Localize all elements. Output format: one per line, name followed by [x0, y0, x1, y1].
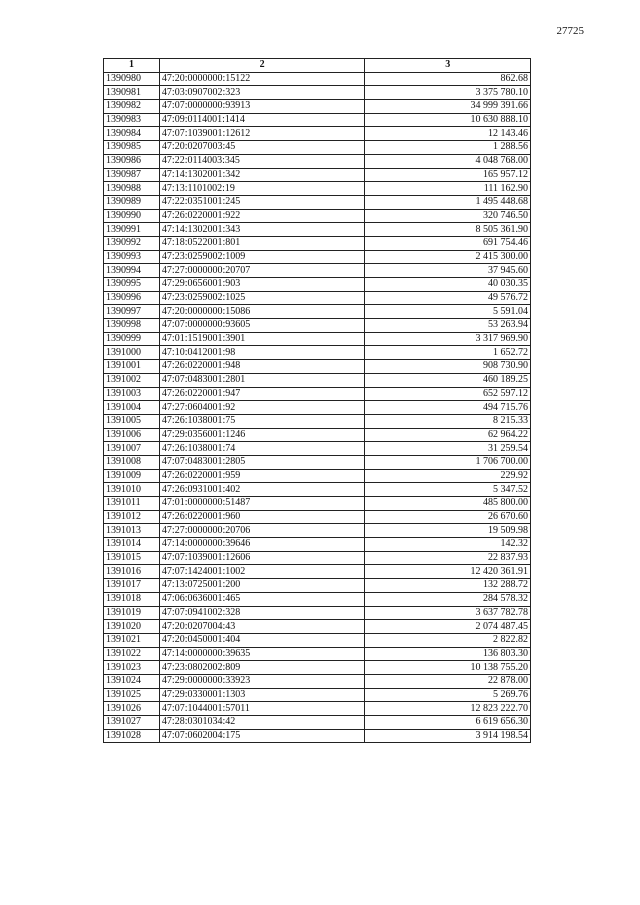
cadastral-number-cell: 47:23:0802002:809 — [159, 661, 365, 675]
value-cell: 10 630 888.10 — [365, 113, 531, 127]
cadastral-number-cell: 47:07:1039001:12612 — [159, 127, 365, 141]
value-cell: 3 317 969.90 — [365, 332, 531, 346]
table-row — [104, 729, 531, 743]
value-cell: 53 263.94 — [365, 319, 531, 333]
cadastral-number-cell: 47:01:1519001:3901 — [159, 332, 365, 346]
table-row — [104, 346, 531, 360]
row-id-cell: 1390981 — [104, 86, 160, 100]
row-id-cell: 1391024 — [104, 674, 160, 688]
value-cell: 40 030.35 — [365, 278, 531, 292]
table-row — [104, 86, 531, 100]
row-id-cell: 1390997 — [104, 305, 160, 319]
table-row — [104, 154, 531, 168]
row-id-cell: 1391011 — [104, 497, 160, 511]
value-cell: 34 999 391.66 — [365, 100, 531, 114]
value-cell: 132 288.72 — [365, 579, 531, 593]
table-row — [104, 387, 531, 401]
table-row — [104, 661, 531, 675]
data-table — [103, 58, 531, 743]
table-row — [104, 264, 531, 278]
table-row — [104, 305, 531, 319]
row-id-cell: 1390989 — [104, 195, 160, 209]
row-id-cell: 1391026 — [104, 702, 160, 716]
table-row — [104, 716, 531, 730]
header-row — [104, 59, 531, 73]
page-number: 27725 — [556, 25, 584, 37]
cadastral-number-cell: 47:07:0941002:328 — [159, 606, 365, 620]
value-cell: 12 823 222.70 — [365, 702, 531, 716]
value-cell: 485 800.00 — [365, 497, 531, 511]
value-cell: 37 945.60 — [365, 264, 531, 278]
table-row — [104, 524, 531, 538]
value-cell: 19 509.98 — [365, 524, 531, 538]
row-id-cell: 1390995 — [104, 278, 160, 292]
cadastral-number-cell: 47:27:0604001:92 — [159, 401, 365, 415]
cadastral-number-cell: 47:27:0000000:20707 — [159, 264, 365, 278]
value-cell: 1 288.56 — [365, 141, 531, 155]
cadastral-number-cell: 47:07:0483001:2805 — [159, 455, 365, 469]
row-id-cell: 1391020 — [104, 620, 160, 634]
value-cell: 494 715.76 — [365, 401, 531, 415]
cadastral-number-cell: 47:07:1039001:12606 — [159, 551, 365, 565]
value-cell: 5 269.76 — [365, 688, 531, 702]
table-row — [104, 633, 531, 647]
table-row — [104, 72, 531, 86]
cadastral-number-cell: 47:18:0522001:801 — [159, 236, 365, 250]
table-row — [104, 360, 531, 374]
cadastral-number-cell: 47:27:0000000:20706 — [159, 524, 365, 538]
row-id-cell: 1390988 — [104, 182, 160, 196]
cadastral-number-cell: 47:09:0114001:1414 — [159, 113, 365, 127]
table-row — [104, 510, 531, 524]
row-id-cell: 1391014 — [104, 538, 160, 552]
table-row — [104, 373, 531, 387]
value-cell: 111 162.90 — [365, 182, 531, 196]
value-cell: 3 637 782.78 — [365, 606, 531, 620]
table-row — [104, 620, 531, 634]
table-row — [104, 195, 531, 209]
value-cell: 2 415 300.00 — [365, 250, 531, 264]
row-id-cell: 1390986 — [104, 154, 160, 168]
cadastral-number-cell: 47:20:0000000:15122 — [159, 72, 365, 86]
table-row — [104, 223, 531, 237]
value-cell: 691 754.46 — [365, 236, 531, 250]
value-cell: 12 143.46 — [365, 127, 531, 141]
row-id-cell: 1390980 — [104, 72, 160, 86]
cadastral-number-cell: 47:07:1044001:57011 — [159, 702, 365, 716]
table-row — [104, 579, 531, 593]
table-header — [104, 59, 531, 73]
cadastral-number-cell: 47:07:0483001:2801 — [159, 373, 365, 387]
cadastral-number-cell: 47:07:0000000:93605 — [159, 319, 365, 333]
cadastral-number-cell: 47:23:0259002:1009 — [159, 250, 365, 264]
value-cell: 1 495 448.68 — [365, 195, 531, 209]
value-cell: 22 878.00 — [365, 674, 531, 688]
cadastral-number-cell: 47:29:0356001:1246 — [159, 428, 365, 442]
row-id-cell: 1391019 — [104, 606, 160, 620]
cadastral-number-cell: 47:26:0220001:948 — [159, 360, 365, 374]
table-body — [104, 72, 531, 743]
cadastral-number-cell: 47:13:0725001:200 — [159, 579, 365, 593]
value-cell: 49 576.72 — [365, 291, 531, 305]
table-row — [104, 702, 531, 716]
table-row — [104, 592, 531, 606]
row-id-cell: 1391022 — [104, 647, 160, 661]
row-id-cell: 1390990 — [104, 209, 160, 223]
row-id-cell: 1391007 — [104, 442, 160, 456]
table-row — [104, 168, 531, 182]
row-id-cell: 1391028 — [104, 729, 160, 743]
table-row — [104, 497, 531, 511]
row-id-cell: 1390983 — [104, 113, 160, 127]
value-cell: 284 578.32 — [365, 592, 531, 606]
value-cell: 5 591.04 — [365, 305, 531, 319]
cadastral-number-cell: 47:26:0931001:402 — [159, 483, 365, 497]
row-id-cell: 1390994 — [104, 264, 160, 278]
row-id-cell: 1390987 — [104, 168, 160, 182]
cadastral-number-cell: 47:03:0907002:323 — [159, 86, 365, 100]
cadastral-number-cell: 47:20:0000000:15086 — [159, 305, 365, 319]
column-header-1: 1 — [104, 59, 160, 73]
column-header-2: 2 — [159, 59, 365, 73]
cadastral-number-cell: 47:13:1101002:19 — [159, 182, 365, 196]
cadastral-number-cell: 47:20:0207004:43 — [159, 620, 365, 634]
row-id-cell: 1391008 — [104, 455, 160, 469]
value-cell: 8 505 361.90 — [365, 223, 531, 237]
row-id-cell: 1391006 — [104, 428, 160, 442]
cadastral-number-cell: 47:14:0000000:39646 — [159, 538, 365, 552]
value-cell: 3 375 780.10 — [365, 86, 531, 100]
table-row — [104, 674, 531, 688]
cadastral-number-cell: 47:07:0000000:93913 — [159, 100, 365, 114]
cadastral-number-cell: 47:14:0000000:39635 — [159, 647, 365, 661]
value-cell: 136 803.30 — [365, 647, 531, 661]
cadastral-number-cell: 47:26:0220001:959 — [159, 469, 365, 483]
row-id-cell: 1390996 — [104, 291, 160, 305]
value-cell: 26 670.60 — [365, 510, 531, 524]
row-id-cell: 1391018 — [104, 592, 160, 606]
column-header-3: 3 — [365, 59, 531, 73]
row-id-cell: 1391016 — [104, 565, 160, 579]
row-id-cell: 1391025 — [104, 688, 160, 702]
row-id-cell: 1391000 — [104, 346, 160, 360]
row-id-cell: 1391001 — [104, 360, 160, 374]
cadastral-number-cell: 47:23:0259002:1025 — [159, 291, 365, 305]
value-cell: 8 215.33 — [365, 414, 531, 428]
table-row — [104, 278, 531, 292]
value-cell: 165 957.12 — [365, 168, 531, 182]
table-row — [104, 606, 531, 620]
value-cell: 3 914 198.54 — [365, 729, 531, 743]
row-id-cell: 1390993 — [104, 250, 160, 264]
row-id-cell: 1391017 — [104, 579, 160, 593]
table-row — [104, 236, 531, 250]
value-cell: 12 420 361.91 — [365, 565, 531, 579]
row-id-cell: 1391009 — [104, 469, 160, 483]
cadastral-number-cell: 47:14:1302001:343 — [159, 223, 365, 237]
value-cell: 229.92 — [365, 469, 531, 483]
table-row — [104, 182, 531, 196]
value-cell: 320 746.50 — [365, 209, 531, 223]
cadastral-number-cell: 47:01:0000000:51487 — [159, 497, 365, 511]
cadastral-number-cell: 47:22:0351001:245 — [159, 195, 365, 209]
table-row — [104, 319, 531, 333]
cadastral-number-cell: 47:29:0656001:903 — [159, 278, 365, 292]
table-row — [104, 113, 531, 127]
cadastral-number-cell: 47:10:0412001:98 — [159, 346, 365, 360]
cadastral-number-cell: 47:14:1302001:342 — [159, 168, 365, 182]
table-row — [104, 414, 531, 428]
row-id-cell: 1391023 — [104, 661, 160, 675]
table-row — [104, 127, 531, 141]
value-cell: 31 259.54 — [365, 442, 531, 456]
value-cell: 10 138 755.20 — [365, 661, 531, 675]
cadastral-number-cell: 47:29:0330001:1303 — [159, 688, 365, 702]
row-id-cell: 1391015 — [104, 551, 160, 565]
value-cell: 5 347.52 — [365, 483, 531, 497]
cadastral-number-cell: 47:28:0301034:42 — [159, 716, 365, 730]
row-id-cell: 1391010 — [104, 483, 160, 497]
value-cell: 22 837.93 — [365, 551, 531, 565]
table-row — [104, 250, 531, 264]
cadastral-number-cell: 47:26:1038001:74 — [159, 442, 365, 456]
table-row — [104, 647, 531, 661]
value-cell: 2 074 487.45 — [365, 620, 531, 634]
table-row — [104, 688, 531, 702]
row-id-cell: 1391012 — [104, 510, 160, 524]
table-row — [104, 483, 531, 497]
row-id-cell: 1390998 — [104, 319, 160, 333]
row-id-cell: 1391021 — [104, 633, 160, 647]
row-id-cell: 1390999 — [104, 332, 160, 346]
table-row — [104, 565, 531, 579]
row-id-cell: 1390982 — [104, 100, 160, 114]
row-id-cell: 1390984 — [104, 127, 160, 141]
row-id-cell: 1391027 — [104, 716, 160, 730]
row-id-cell: 1391002 — [104, 373, 160, 387]
value-cell: 1 652.72 — [365, 346, 531, 360]
table-row — [104, 455, 531, 469]
cadastral-number-cell: 47:26:0220001:960 — [159, 510, 365, 524]
value-cell: 460 189.25 — [365, 373, 531, 387]
value-cell: 142.32 — [365, 538, 531, 552]
value-cell: 62 964.22 — [365, 428, 531, 442]
row-id-cell: 1390991 — [104, 223, 160, 237]
row-id-cell: 1391013 — [104, 524, 160, 538]
table-row — [104, 401, 531, 415]
cadastral-number-cell: 47:26:0220001:922 — [159, 209, 365, 223]
cadastral-number-cell: 47:29:0000000:33923 — [159, 674, 365, 688]
row-id-cell: 1391004 — [104, 401, 160, 415]
value-cell: 908 730.90 — [365, 360, 531, 374]
table-row — [104, 209, 531, 223]
value-cell: 862.68 — [365, 72, 531, 86]
value-cell: 652 597.12 — [365, 387, 531, 401]
cadastral-number-cell: 47:26:1038001:75 — [159, 414, 365, 428]
value-cell: 2 822.82 — [365, 633, 531, 647]
table-row — [104, 551, 531, 565]
table-row — [104, 538, 531, 552]
table-row — [104, 100, 531, 114]
table-row — [104, 141, 531, 155]
table-row — [104, 332, 531, 346]
row-id-cell: 1391003 — [104, 387, 160, 401]
cadastral-number-cell: 47:20:0450001:404 — [159, 633, 365, 647]
cadastral-number-cell: 47:26:0220001:947 — [159, 387, 365, 401]
row-id-cell: 1390985 — [104, 141, 160, 155]
row-id-cell: 1390992 — [104, 236, 160, 250]
value-cell: 6 619 656.30 — [365, 716, 531, 730]
table-row — [104, 428, 531, 442]
table-row — [104, 469, 531, 483]
value-cell: 4 048 768.00 — [365, 154, 531, 168]
cadastral-number-cell: 47:22:0114003:345 — [159, 154, 365, 168]
table-row — [104, 291, 531, 305]
cadastral-number-cell: 47:06:0636001:465 — [159, 592, 365, 606]
table-row — [104, 442, 531, 456]
value-cell: 1 706 700.00 — [365, 455, 531, 469]
cadastral-number-cell: 47:20:0207003:45 — [159, 141, 365, 155]
cadastral-number-cell: 47:07:1424001:1002 — [159, 565, 365, 579]
row-id-cell: 1391005 — [104, 414, 160, 428]
cadastral-number-cell: 47:07:0602004:175 — [159, 729, 365, 743]
